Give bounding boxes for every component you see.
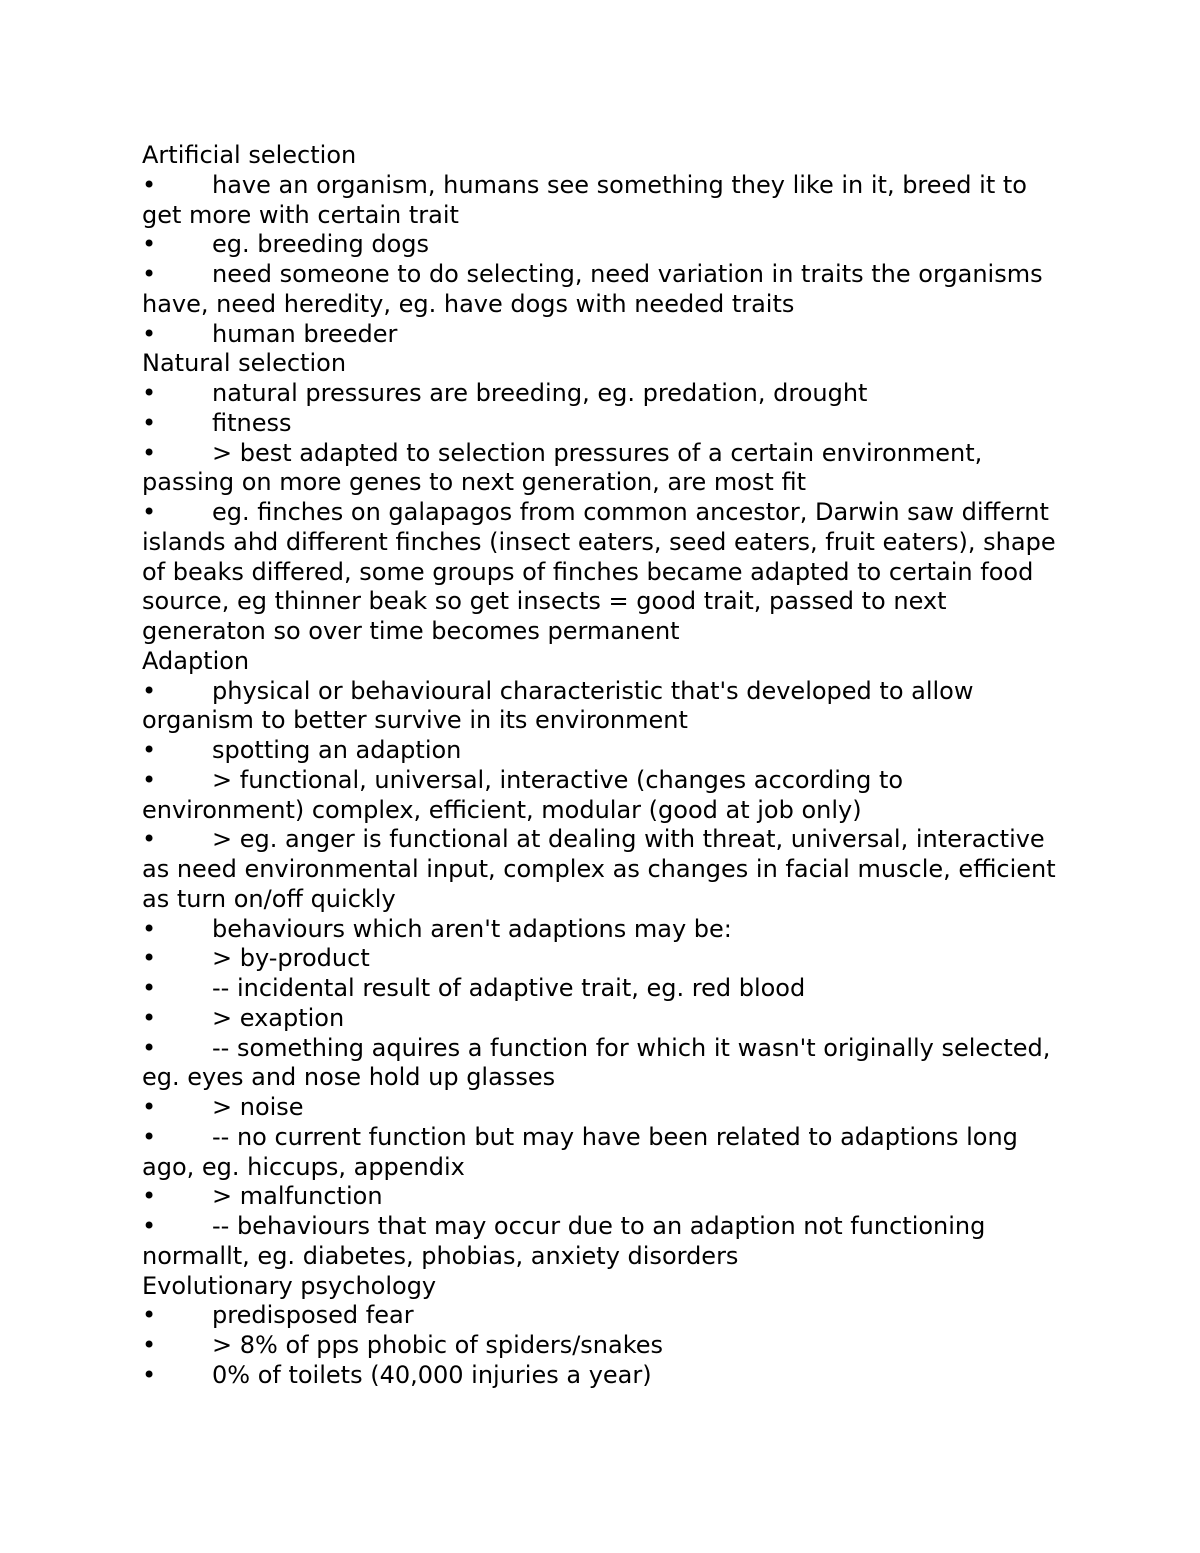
list-item — [142, 230, 1072, 260]
bullet-marker: • — [142, 1033, 157, 1062]
list-item-text: > by-product — [212, 944, 370, 973]
list-item-text: eg. breeding dogs — [212, 230, 429, 259]
list-item-text: fitness — [212, 408, 292, 437]
list-item — [142, 825, 1072, 914]
list-item — [142, 915, 1072, 945]
list-item — [142, 1093, 1072, 1123]
bullet-marker: • — [142, 1003, 157, 1032]
list-item-text: > functional, universal, interactive (changes according to environment) complex, efficient, modular (good at job only) — [142, 765, 904, 824]
list-item-text: eg. finches on galapagos from common ancestor, Darwin saw differnt islands ahd different finches (insect eaters, seed eaters, fruit eaters), shape of beaks differed, some groups of finches became adapted to certain food source, eg thinner beak so get insects = good trait, passed to next generaton so over time becomes permanent — [142, 498, 1056, 645]
list-item — [142, 498, 1072, 647]
list-item — [142, 439, 1072, 499]
section-heading: Artificial selection — [142, 141, 357, 169]
bullet-marker: • — [142, 379, 157, 407]
list-item-text: > exaption — [212, 1003, 345, 1032]
bullet-marker: • — [142, 319, 157, 348]
list-item — [142, 260, 1072, 320]
bullet-marker: • — [142, 1093, 157, 1121]
bullet-marker: • — [142, 676, 157, 705]
list-item-text: natural pressures are breeding, eg. predation, drought — [212, 379, 868, 407]
list-item-text: have an organism, humans see something they like in it, breed it to get more with certain trait — [142, 170, 1027, 229]
list-item-text: -- no current function but may have been related to adaptions long ago, eg. hiccups, appendix — [142, 1122, 1018, 1181]
list-item — [142, 320, 1072, 350]
bullet-marker: • — [142, 1212, 157, 1240]
list-item-text: 0% of toilets (40,000 injuries a year) — [212, 1360, 652, 1389]
bullet-marker: • — [142, 765, 157, 794]
bullet-marker: • — [142, 1301, 157, 1330]
list-item — [142, 944, 1072, 974]
bullet-marker: • — [142, 974, 157, 1002]
list-item-text: behaviours which aren't adaptions may be: — [212, 914, 732, 943]
list-item-text: need someone to do selecting, need variation in traits the organisms have, need heredity, eg. have dogs with needed traits — [142, 260, 1043, 318]
list-item-text: physical or behavioural characteristic that's developed to allow organism to better survive in its environment — [142, 676, 974, 735]
bullet-marker: • — [142, 1182, 157, 1211]
document-body — [142, 141, 1072, 1391]
section-heading: Natural selection — [142, 349, 347, 378]
section-heading: Evolutionary psychology — [142, 1271, 437, 1300]
bullet-marker: • — [142, 260, 157, 288]
list-item-text: spotting an adaption — [212, 736, 462, 764]
list-item — [142, 1123, 1072, 1183]
list-item — [142, 379, 1072, 409]
list-item-text: > 8% of pps phobic of spiders/snakes — [212, 1331, 664, 1359]
list-item — [142, 171, 1072, 231]
list-item-text: -- something aquires a function for which it wasn't originally selected, eg. eyes and nose hold up glasses — [142, 1033, 1051, 1092]
bullet-marker: • — [142, 1122, 157, 1151]
bullet-marker: • — [142, 944, 157, 973]
list-item-text: -- incidental result of adaptive trait, eg. red blood — [212, 974, 806, 1002]
list-item-text: > best adapted to selection pressures of a certain environment, passing on more genes to next generation, are most fit — [142, 438, 983, 497]
bullet-marker: • — [142, 170, 157, 199]
list-item-text: > noise — [212, 1093, 304, 1121]
list-item — [142, 1182, 1072, 1212]
bullet-marker: • — [142, 498, 157, 526]
bullet-marker: • — [142, 230, 157, 259]
list-item-text: > eg. anger is functional at dealing with threat, universal, interactive as need environmental input, complex as changes in facial muscle, efficient as turn on/off quickly — [142, 825, 1056, 913]
bullet-marker: • — [142, 914, 157, 943]
list-item-text: -- behaviours that may occur due to an adaption not functioning normallt, eg. diabetes, phobias, anxiety disorders — [142, 1212, 986, 1270]
bullet-marker: • — [142, 1360, 157, 1389]
bullet-marker: • — [142, 408, 157, 437]
bullet-marker: • — [142, 438, 157, 467]
list-item-text: human breeder — [212, 319, 398, 348]
list-item — [142, 1034, 1072, 1094]
list-item — [142, 766, 1072, 826]
list-item — [142, 1004, 1072, 1034]
list-item — [142, 736, 1072, 766]
bullet-marker: • — [142, 825, 157, 854]
list-item — [142, 974, 1072, 1004]
list-item-text: predisposed fear — [212, 1301, 414, 1330]
list-item-text: > malfunction — [212, 1182, 383, 1211]
list-item — [142, 677, 1072, 737]
list-item — [142, 1331, 1072, 1361]
list-item — [142, 1301, 1072, 1331]
section-heading: Adaption — [142, 646, 250, 675]
bullet-marker: • — [142, 1331, 157, 1359]
bullet-marker: • — [142, 736, 157, 764]
list-item — [142, 409, 1072, 439]
list-item — [142, 1361, 1072, 1391]
list-item — [142, 1212, 1072, 1272]
